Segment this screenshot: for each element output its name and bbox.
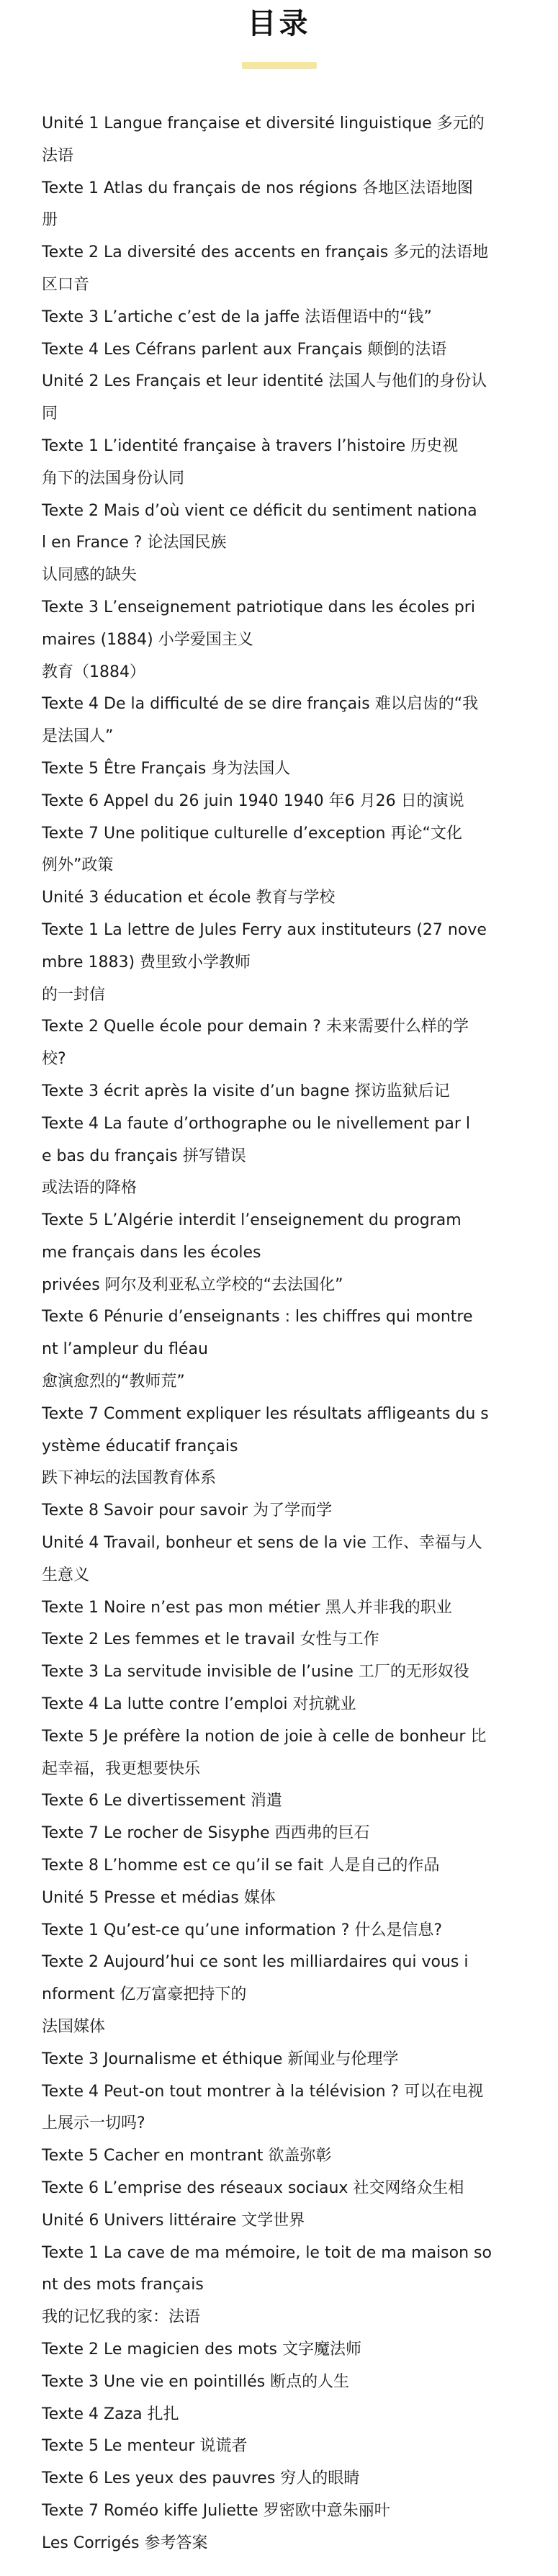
page-title: 目录 [247,7,311,40]
toc-entry[interactable]: Texte 7 Roméo kiffe Juliette 罗密欧中意朱丽叶 [42,2501,390,2520]
toc-entry[interactable]: Texte 3 Journalisme et éthique 新闻业与伦理学 [42,2050,399,2068]
toc-entry[interactable]: 或法语的降格 [42,1179,138,1198]
toc-entry[interactable]: Texte 2 La diversité des accents en français 多元的法语地 区口音 [42,243,489,294]
toc-entry[interactable]: Texte 2 Les femmes et le travail 女性与工作 [42,1630,379,1649]
toc-entry[interactable]: Texte 7 Comment expliquer les résultats affligeants du s ystème éducatif français [42,1404,489,1455]
toc-entry[interactable]: 教育（1884） [42,663,145,681]
toc-entry[interactable]: Texte 2 Le magicien des mots 文字魔法师 [42,2340,362,2359]
toc-entry[interactable]: Texte 6 Pénurie d’enseignants : les chiffres qui montre nt l’ampleur du fléau [42,1308,473,1359]
toc-entry[interactable]: Texte 4 De la difficulté de se dire français 难以启齿的“我 是法国人” [42,695,479,746]
toc-entry[interactable]: Texte 3 Une vie en pointillés 断点的人生 [42,2372,350,2391]
title-underline [242,62,317,69]
toc-entry[interactable]: Texte 1 Noire n’est pas mon métier 黑人并非我的职业 [42,1598,452,1617]
toc-entry[interactable]: Texte 1 La cave de ma mémoire, le toit de ma maison so nt des mots français [42,2243,492,2294]
toc-entry[interactable]: Texte 3 L’enseignement patriotique dans les écoles pri maires (1884) 小学爱国主义 [42,598,475,649]
toc-entry[interactable]: Texte 8 L’homme est ce qu’il se fait 人是自己的作品 [42,1857,440,1875]
toc-entry[interactable]: 法国媒体 [42,2018,106,2037]
toc-entry[interactable]: Texte 6 Les yeux des pauvres 穷人的眼睛 [42,2469,360,2488]
toc-entry[interactable]: privées 阿尔及利亚私立学校的“去法国化” [42,1275,343,1294]
toc-entry[interactable]: Texte 3 La servitude invisible de l’usine 工厂的无形奴役 [42,1663,469,1682]
toc-entry[interactable]: Texte 2 Mais d’où vient ce déficit du sentiment nationa l en France ? 论法国民族 [42,501,477,552]
toc-entry[interactable]: Texte 6 L’emprise des réseaux sociaux 社交网络众生相 [42,2179,464,2197]
toc-entry[interactable]: Unité 3 éducation et école 教育与学校 [42,889,336,907]
toc-entry[interactable]: Texte 6 Le divertissement 消遣 [42,1792,282,1810]
toc-entry[interactable]: 跌下神坛的法国教育体系 [42,1469,217,1488]
toc-entry[interactable]: Texte 5 Être Français 身为法国人 [42,759,291,778]
toc-entry[interactable]: 的一封信 [42,985,106,1004]
toc-entry[interactable]: Les Corrigés 参考答案 [42,2534,208,2552]
toc-entry[interactable]: Texte 5 Cacher en montrant 欲盖弥彰 [42,2147,332,2166]
toc-entry[interactable]: Texte 4 Peut-on tout montrer à la télévision ? 可以在电视 上展示一切吗? [42,2082,484,2133]
toc-entry[interactable]: Texte 2 Aujourd’hui ce sont les milliardaires qui vous i nforment 亿万富豪把持下的 [42,1953,469,2004]
toc-entry[interactable]: Texte 1 Atlas du français de nos régions 各地区法语地图 册 [42,179,473,230]
toc-entry[interactable]: Texte 6 Appel du 26 juin 1940 1940 年6 月26 日的演说 [42,791,464,810]
toc-entry[interactable]: Texte 8 Savoir pour savoir 为了学而学 [42,1502,333,1520]
toc-entry[interactable]: Texte 7 Une politique culturelle d’exception 再论“文化 例外”政策 [42,824,462,875]
toc-entry[interactable]: Texte 5 Le menteur 说谎者 [42,2437,248,2456]
toc-entry[interactable]: Texte 3 écrit après la visite d’un bagne 探访监狱后记 [42,1082,450,1100]
table-of-contents [0,108,558,2560]
toc-entry[interactable]: 认同感的缺失 [42,566,138,585]
toc-entry[interactable]: Texte 7 Le rocher de Sisyphe 西西弗的巨石 [42,1824,370,1843]
toc-entry[interactable]: 愈演愈烈的“教师荒” [42,1373,185,1391]
toc-entry[interactable]: Unité 6 Univers littéraire 文学世界 [42,2211,305,2230]
toc-entry[interactable]: Texte 2 Quelle école pour demain ? 未来需要什么样的学 校? [42,1018,469,1069]
toc-entry[interactable]: Texte 4 Zaza 扎扎 [42,2405,179,2423]
toc-entry[interactable]: Texte 1 La lettre de Jules Ferry aux instituteurs (27 nove mbre 1883) 费里致小学教师 [42,920,487,971]
toc-entry[interactable]: Texte 4 La lutte contre l’emploi 对抗就业 [42,1695,356,1714]
toc-entry[interactable]: Texte 3 L’artiche c’est de la jaffe 法语俚语中的“钱” [42,308,432,326]
toc-entry[interactable]: 我的记忆我的家：法语 [42,2308,201,2327]
toc-entry[interactable]: Unité 5 Presse et médias 媒体 [42,1888,276,1907]
toc-entry[interactable]: Texte 1 Qu’est-ce qu’une information ? 什么是信息? [42,1921,443,1939]
toc-entry[interactable]: Texte 1 L’identité française à travers l’histoire 历史视 角下的法国身份认同 [42,436,459,488]
toc-entry[interactable]: Unité 4 Travail, bonheur et sens de la vie 工作、幸福与人 生意义 [42,1534,482,1584]
toc-entry[interactable]: Texte 4 Les Céfrans parlent aux Français 颠倒的法语 [42,340,447,359]
toc-entry[interactable]: Unité 1 Langue française et diversité linguistique 多元的 法语 [42,115,485,165]
toc-entry[interactable]: Texte 5 Je préfère la notion de joie à celle de bonheur 比 起幸福，我更想要快乐 [42,1727,487,1778]
toc-entry[interactable]: Texte 5 L’Algérie interdit l’enseignement du program me français dans les écoles [42,1211,462,1262]
toc-entry[interactable]: Unité 2 Les Français et leur identité 法国人与他们的身份认 同 [42,372,487,423]
toc-entry[interactable]: Texte 4 La faute d’orthographe ou le nivellement par l e bas du français 拼写错误 [42,1114,471,1165]
